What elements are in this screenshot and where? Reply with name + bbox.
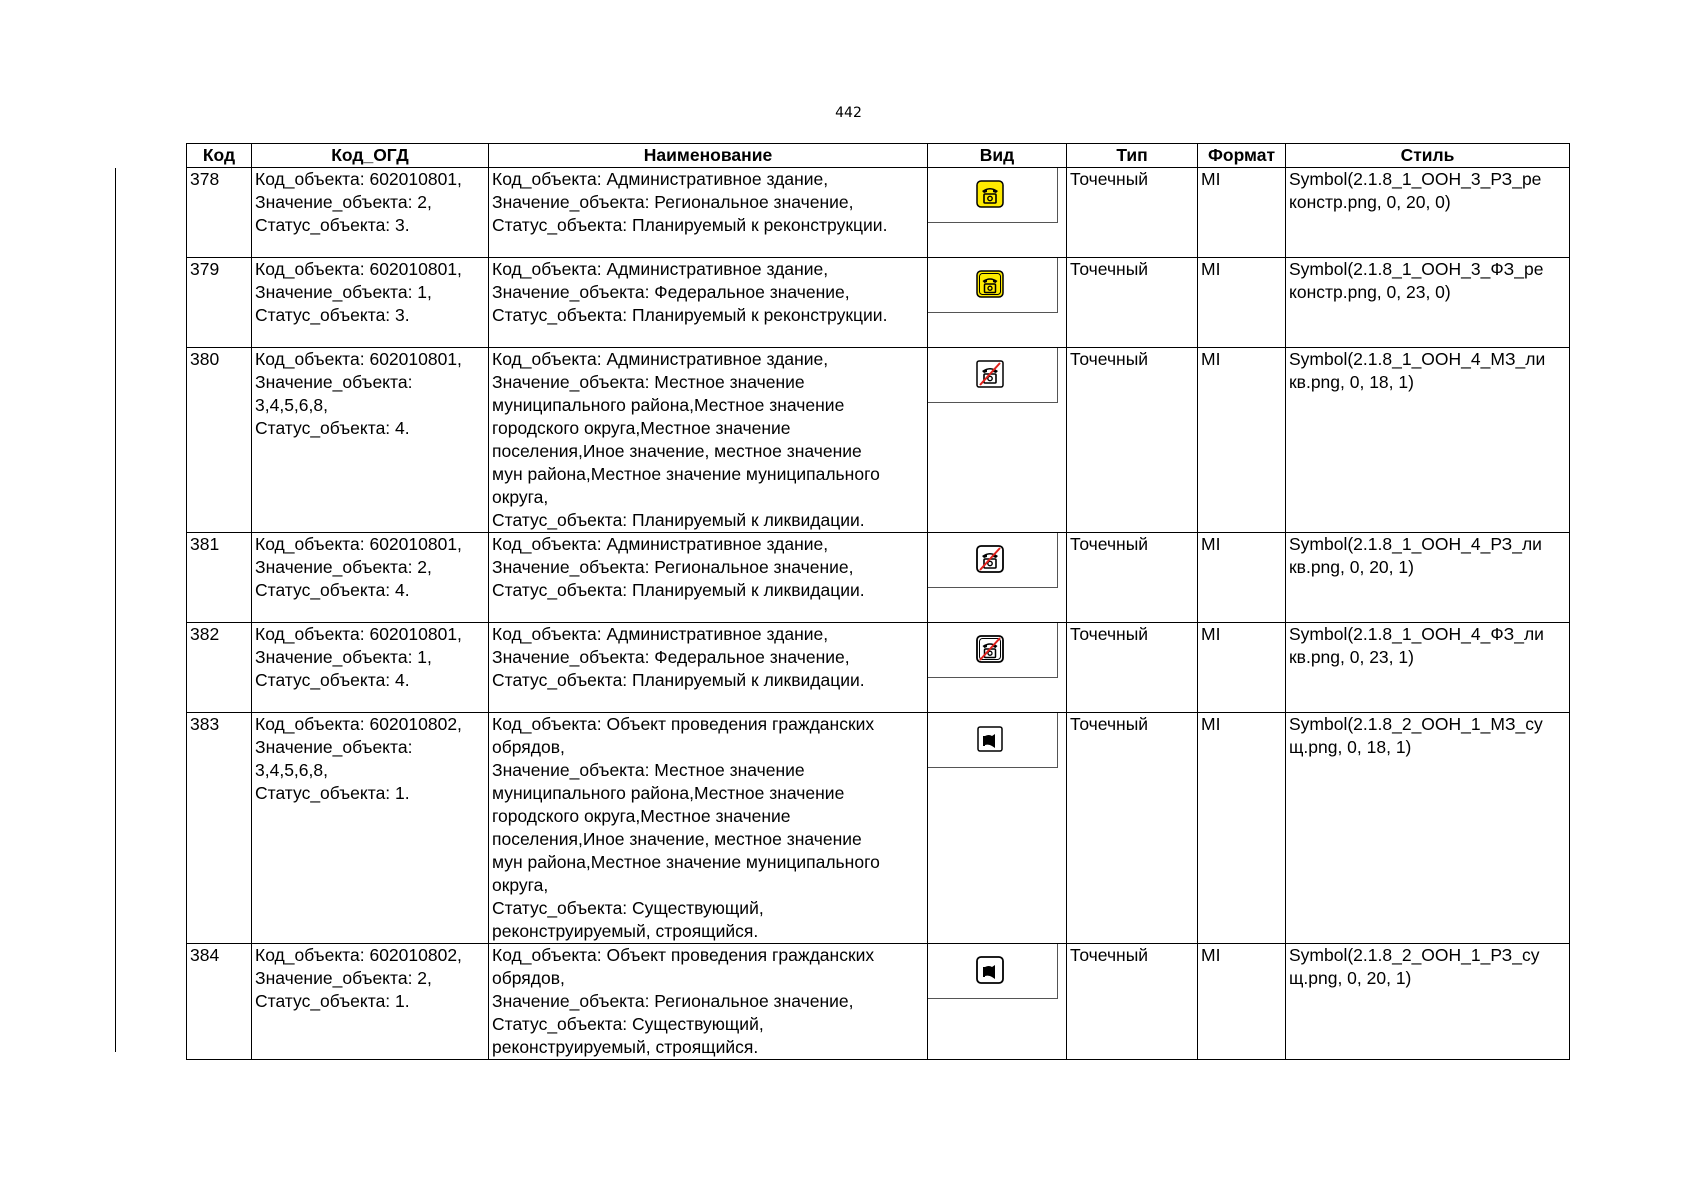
cell-view — [928, 944, 1067, 1060]
cell-ogd: Код_объекта: 602010801, Значение_объекта: 1, Статус_объекта: 4. — [252, 623, 489, 713]
cell-name: Код_объекта: Административное здание, Значение_объекта: Местное значение муниципального района,Местное значение городского округа,Местное значение поселения,Иное значение, местное значение мун района,Местное значение муниципального округа, Статус_объекта: Планируемый к ликвидации. — [489, 348, 928, 533]
cell-ogd: Код_объекта: 602010801, Значение_объекта: 3,4,5,6,8, Статус_объекта: 4. — [252, 348, 489, 533]
cell-ogd: Код_объекта: 602010801, Значение_объекта: 1, Статус_объекта: 3. — [252, 258, 489, 348]
cell-type: Точечный — [1067, 944, 1198, 1060]
cell-type: Точечный — [1067, 258, 1198, 348]
cell-type: Точечный — [1067, 348, 1198, 533]
cell-format: MI — [1198, 944, 1286, 1060]
cell-style: Symbol(2.1.8_2_ООН_1_РЗ_су щ.png, 0, 20, 1) — [1286, 944, 1570, 1060]
cell-style: Symbol(2.1.8_2_ООН_1_МЗ_су щ.png, 0, 18, 1) — [1286, 713, 1570, 944]
cell-name: Код_объекта: Административное здание, Значение_объекта: Региональное значение, Статус_объекта: Планируемый к ликвидации. — [489, 533, 928, 623]
cell-view — [928, 258, 1067, 348]
cell-code: 382 — [187, 623, 252, 713]
cell-ogd: Код_объекта: 602010801, Значение_объекта: 2, Статус_объекта: 4. — [252, 533, 489, 623]
cell-ogd: Код_объекта: 602010802, Значение_объекта: 2, Статус_объекта: 1. — [252, 944, 489, 1060]
table-row — [187, 713, 1570, 944]
cell-ogd: Код_объекта: 602010801, Значение_объекта: 2, Статус_объекта: 3. — [252, 168, 489, 258]
table-header-row — [187, 144, 1570, 168]
header-format: Формат — [1198, 144, 1286, 168]
icon-frame — [928, 258, 1058, 313]
cell-name: Код_объекта: Административное здание, Значение_объекта: Федеральное значение, Статус_объекта: Планируемый к ликвидации. — [489, 623, 928, 713]
table-row — [187, 168, 1570, 258]
phone-yellow-icon — [976, 180, 1004, 208]
header-view: Вид — [928, 144, 1067, 168]
phone-yellow-double-icon — [976, 270, 1004, 298]
margin-line — [115, 168, 116, 1052]
header-ogd: Код_ОГД — [252, 144, 489, 168]
cell-view — [928, 533, 1067, 623]
table-row — [187, 944, 1570, 1060]
header-name: Наименование — [489, 144, 928, 168]
table-row — [187, 623, 1570, 713]
icon-frame — [928, 533, 1058, 588]
cell-format: MI — [1198, 533, 1286, 623]
cell-style: Symbol(2.1.8_1_ООН_3_РЗ_ре констр.png, 0, 20, 0) — [1286, 168, 1570, 258]
cell-type: Точечный — [1067, 623, 1198, 713]
cell-code: 379 — [187, 258, 252, 348]
cell-format: MI — [1198, 168, 1286, 258]
table-row — [187, 533, 1570, 623]
cell-ogd: Код_объекта: 602010802, Значение_объекта: 3,4,5,6,8, Статус_объекта: 1. — [252, 713, 489, 944]
cell-code: 384 — [187, 944, 252, 1060]
cell-style: Symbol(2.1.8_1_ООН_3_ФЗ_ре констр.png, 0, 23, 0) — [1286, 258, 1570, 348]
icon-frame — [928, 623, 1058, 678]
cell-code: 380 — [187, 348, 252, 533]
table-row — [187, 258, 1570, 348]
cell-name: Код_объекта: Объект проведения гражданских обрядов, Значение_объекта: Региональное значение, Статус_объекта: Существующий, реконструируемый, строящийся. — [489, 944, 928, 1060]
page-number: 442 — [835, 105, 862, 121]
table-row — [187, 348, 1570, 533]
icon-frame — [928, 168, 1058, 223]
cell-view — [928, 713, 1067, 944]
cell-name: Код_объекта: Объект проведения гражданских обрядов, Значение_объекта: Местное значение муниципального района,Местное значение городского округа,Местное значение поселения,Иное значение, местное значение мун района,Местное значение муниципального округа, Статус_объекта: Существующий, реконструируемый, строящийся. — [489, 713, 928, 944]
cell-format: MI — [1198, 258, 1286, 348]
phone-crossed-boxed-icon — [976, 545, 1004, 573]
ceremony-flag-icon — [976, 725, 1004, 753]
icon-frame — [928, 944, 1058, 999]
cell-view — [928, 623, 1067, 713]
cell-type: Точечный — [1067, 713, 1198, 944]
cell-name: Код_объекта: Административное здание, Значение_объекта: Региональное значение, Статус_объекта: Планируемый к реконструкции. — [489, 168, 928, 258]
cell-code: 378 — [187, 168, 252, 258]
header-type: Тип — [1067, 144, 1198, 168]
cell-format: MI — [1198, 713, 1286, 944]
phone-crossed-double-icon — [976, 635, 1004, 663]
cell-format: MI — [1198, 623, 1286, 713]
cell-type: Точечный — [1067, 533, 1198, 623]
cell-code: 381 — [187, 533, 252, 623]
icon-frame — [928, 713, 1058, 768]
phone-crossed-icon — [976, 360, 1004, 388]
cell-name: Код_объекта: Административное здание, Значение_объекта: Федеральное значение, Статус_объекта: Планируемый к реконструкции. — [489, 258, 928, 348]
header-code: Код — [187, 144, 252, 168]
cell-view — [928, 168, 1067, 258]
cell-type: Точечный — [1067, 168, 1198, 258]
icon-frame — [928, 348, 1058, 403]
ceremony-flag-boxed-icon — [976, 956, 1004, 984]
cell-code: 383 — [187, 713, 252, 944]
cell-style: Symbol(2.1.8_1_ООН_4_РЗ_ли кв.png, 0, 20, 1) — [1286, 533, 1570, 623]
header-style: Стиль — [1286, 144, 1570, 168]
cell-format: MI — [1198, 348, 1286, 533]
cell-style: Symbol(2.1.8_1_ООН_4_ФЗ_ли кв.png, 0, 23, 1) — [1286, 623, 1570, 713]
symbol-table — [186, 143, 1570, 1060]
cell-style: Symbol(2.1.8_1_ООН_4_МЗ_ли кв.png, 0, 18, 1) — [1286, 348, 1570, 533]
cell-view — [928, 348, 1067, 533]
